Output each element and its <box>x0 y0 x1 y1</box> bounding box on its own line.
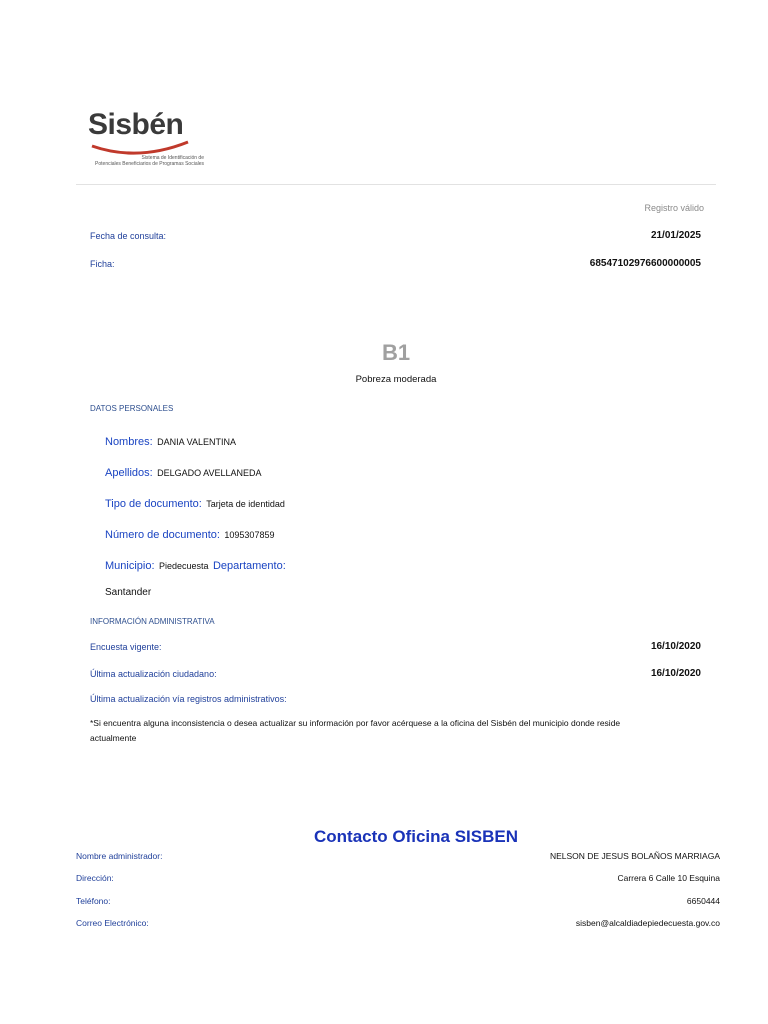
departamento-label: Departamento: <box>212 560 286 572</box>
logo-subtitle <box>94 155 204 167</box>
contacto-title: Contacto Oficina SISBEN <box>313 827 519 846</box>
ficha-label: Ficha: <box>90 259 115 269</box>
registro-status: Registro válido <box>644 203 704 213</box>
note-line2: actualmente <box>90 733 137 743</box>
municipio-label: Municipio: <box>105 560 155 572</box>
admin-value: NELSON DE JESUS BOLAÑOS MARRIAGA <box>549 851 720 861</box>
grupo-code: B1 <box>381 340 411 365</box>
grupo-description: Pobreza moderada <box>355 374 437 385</box>
telefono-label: Teléfono: <box>76 896 111 906</box>
correo-value: sisben@alcaldiadepiedecuesta.gov.co <box>575 918 720 928</box>
ultima-actualizacion-ciudadano-value: 16/10/2020 <box>650 668 701 679</box>
fecha-consulta-label: Fecha de consulta: <box>90 231 167 241</box>
encuesta-vigente-value: 16/10/2020 <box>650 641 701 652</box>
logo-wordmark: Sisbén <box>88 108 184 141</box>
fecha-consulta-value: 21/01/2025 <box>650 230 701 241</box>
note-line1: *Si encuentra alguna inconsistencia o desea actualizar su información por favor acérquese a la oficina del Sisbén del municipio donde reside <box>90 718 621 728</box>
departamento-value: Santander <box>105 587 152 598</box>
ficha-value: 68547102976600000005 <box>589 258 701 269</box>
apellidos-row <box>105 463 262 481</box>
sisben-logo <box>88 108 228 172</box>
header-divider <box>76 184 716 185</box>
nombres-row <box>105 432 236 450</box>
direccion-value: Carrera 6 Calle 10 Esquina <box>617 873 720 883</box>
apellidos-label: Apellidos: <box>105 467 153 479</box>
encuesta-vigente-label: Encuesta vigente: <box>90 642 162 652</box>
direccion-label: Dirección: <box>76 873 114 883</box>
numero-documento-value: 1095307859 <box>224 530 275 540</box>
numero-documento-label: Número de documento: <box>105 529 220 541</box>
inconsistencia-note <box>90 716 690 746</box>
logo-subtitle-line2: Potenciales Beneficiarios de Programas Sociales <box>95 161 204 167</box>
ultima-actualizacion-registros-label: Última actualización vía registros administrativos: <box>90 694 287 704</box>
ultima-actualizacion-ciudadano-label: Última actualización ciudadano: <box>90 669 217 679</box>
admin-label: Nombre administrador: <box>76 851 163 861</box>
correo-label: Correo Electrónico: <box>76 918 149 928</box>
info-administrativa-title: INFORMACIÓN ADMINISTRATIVA <box>90 617 215 626</box>
municipio-value: Piedecuesta <box>158 561 209 571</box>
nombres-value: DANIA VALENTINA <box>157 437 236 447</box>
tipo-documento-value: Tarjeta de identidad <box>206 499 285 509</box>
apellidos-value: DELGADO AVELLANEDA <box>157 468 262 478</box>
datos-personales-title: DATOS PERSONALES <box>90 404 174 413</box>
tipo-documento-row <box>105 494 285 512</box>
municipio-row <box>105 556 286 574</box>
telefono-value: 6650444 <box>686 896 720 906</box>
tipo-documento-label: Tipo de documento: <box>105 498 202 510</box>
nombres-label: Nombres: <box>105 436 153 448</box>
numero-documento-row <box>105 525 274 543</box>
logo-subtitle-line1: Sistema de Identificación de <box>141 155 204 161</box>
